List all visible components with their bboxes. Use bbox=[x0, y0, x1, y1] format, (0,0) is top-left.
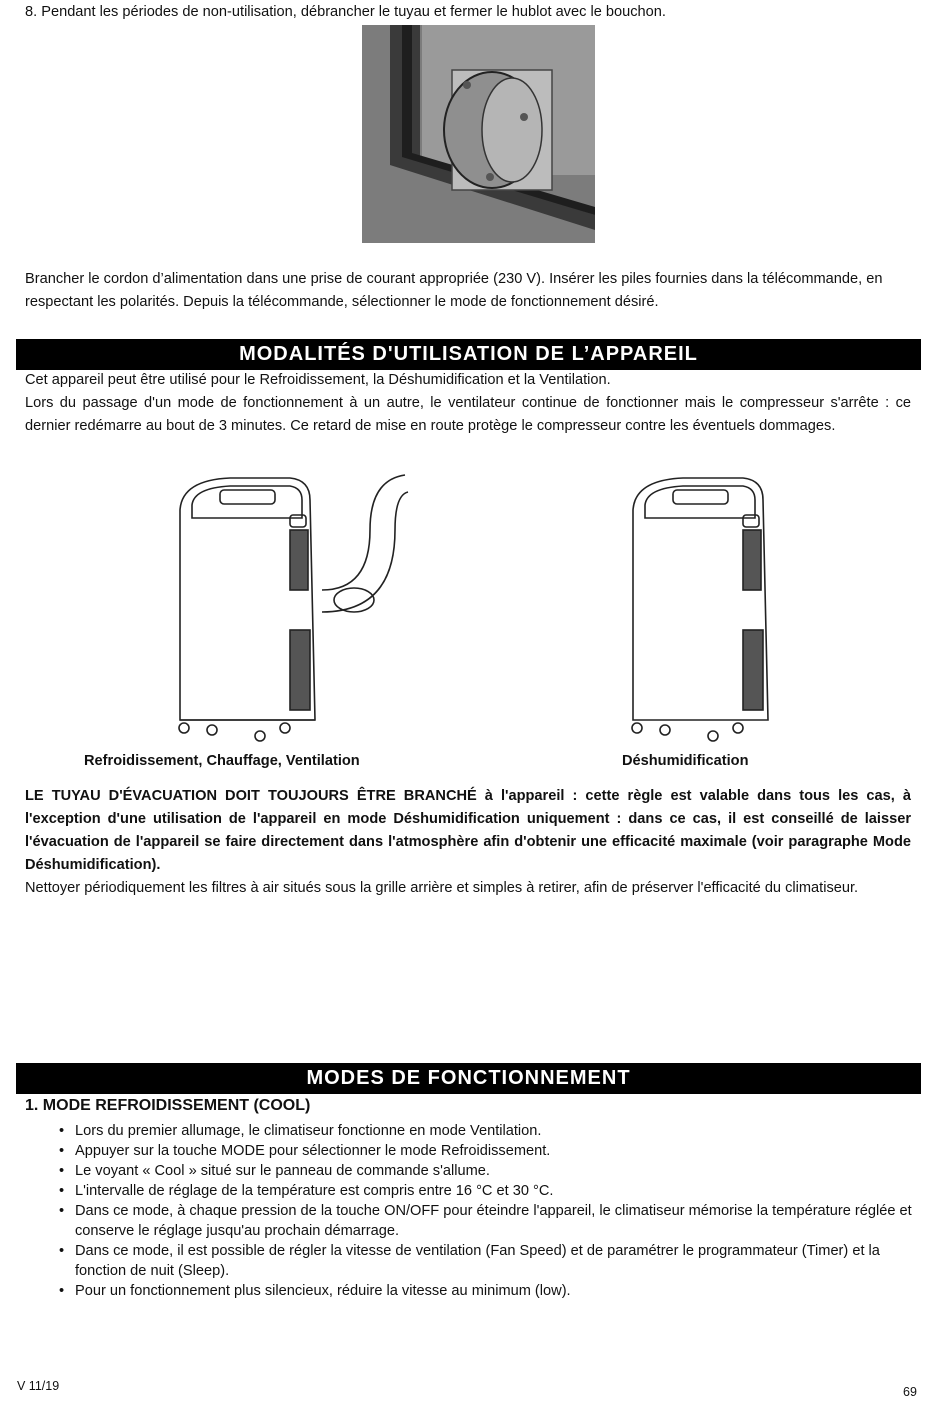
step-8-text: 8. Pendant les périodes de non-utilisation, débrancher le tuyau et fermer le hublot avec le bouchon. bbox=[25, 4, 666, 20]
list-item: • Le voyant « Cool » situé sur le panneau de commande s'allume. bbox=[25, 1161, 915, 1181]
air-conditioner-with-hose-illustration bbox=[170, 470, 410, 745]
filter-note: Nettoyer périodiquement les filtres à air situés sous la grille arrière et simples à retirer, afin de préserver l'efficacité du climatiseur. bbox=[25, 880, 859, 896]
hose-warning: LE TUYAU D'ÉVACUATION DOIT TOUJOURS ÊTRE BRANCHÉ à l'appareil : cette règle est valable dans tous les cas, à l'exception d'une utilisation de l'appareil en mode Déshumidification uniquement : dans ce cas, il est conseillé de laisser l'évacuation de l'appareil se faire directement dans l'atmosphère afin d'obtenir une efficacité maximale (voir paragraphe Mode Déshumidification). bbox=[25, 788, 911, 873]
list-item: • Lors du premier allumage, le climatiseur fonctionne en mode Ventilation. bbox=[25, 1121, 915, 1141]
usage-line-2: Lors du passage d'un mode de fonctionnement à un autre, le ventilateur continue de fonctionner mais le compresseur s'arrête : ce dernier redémarre au bout de 3 minutes. Ce retard de mise en route protège le compresseur contre les éventuels dommages. bbox=[25, 395, 911, 434]
section-title-modes: MODES DE FONCTIONNEMENT bbox=[16, 1063, 921, 1094]
cool-mode-subtitle: 1. MODE REFROIDISSEMENT (COOL) bbox=[25, 1097, 311, 1114]
list-item: • Appuyer sur la touche MODE pour sélectionner le mode Refroidissement. bbox=[25, 1141, 915, 1161]
window-plug-illustration bbox=[362, 25, 595, 243]
page-number: 69 bbox=[903, 1385, 917, 1399]
section-title-usage: MODALITÉS D'UTILISATION DE L’APPAREIL bbox=[16, 339, 921, 370]
version-label: V 11/19 bbox=[17, 1379, 60, 1393]
cool-mode-list bbox=[25, 1121, 915, 1301]
list-item: • L'intervalle de réglage de la température est compris entre 16 °C et 30 °C. bbox=[25, 1181, 915, 1201]
air-conditioner-illustration bbox=[625, 470, 780, 745]
usage-line-1: Cet appareil peut être utilisé pour le Refroidissement, la Déshumidification et la Ventilation. bbox=[25, 372, 611, 388]
list-item: • Pour un fonctionnement plus silencieux, réduire la vitesse au minimum (low). bbox=[25, 1281, 915, 1301]
intro-paragraph: Brancher le cordon d’alimentation dans une prise de courant appropriée (230 V). Insérer les piles fournies dans la télécommande, en respectant les polarités. Depuis la télécommande, sélectionner le mode de fonctionnement désiré. bbox=[25, 271, 883, 310]
caption-cooling: Refroidissement, Chauffage, Ventilation bbox=[84, 753, 360, 769]
caption-dehumidification: Déshumidification bbox=[622, 753, 749, 769]
list-item: • Dans ce mode, il est possible de régler la vitesse de ventilation (Fan Speed) et de paramétrer le programmateur (Timer) et la fonction de nuit (Sleep). bbox=[25, 1241, 915, 1281]
list-item: • Dans ce mode, à chaque pression de la touche ON/OFF pour éteindre l'appareil, le climatiseur mémorise la température réglée et conserve le réglage jusqu'au prochain démarrage. bbox=[25, 1201, 915, 1241]
